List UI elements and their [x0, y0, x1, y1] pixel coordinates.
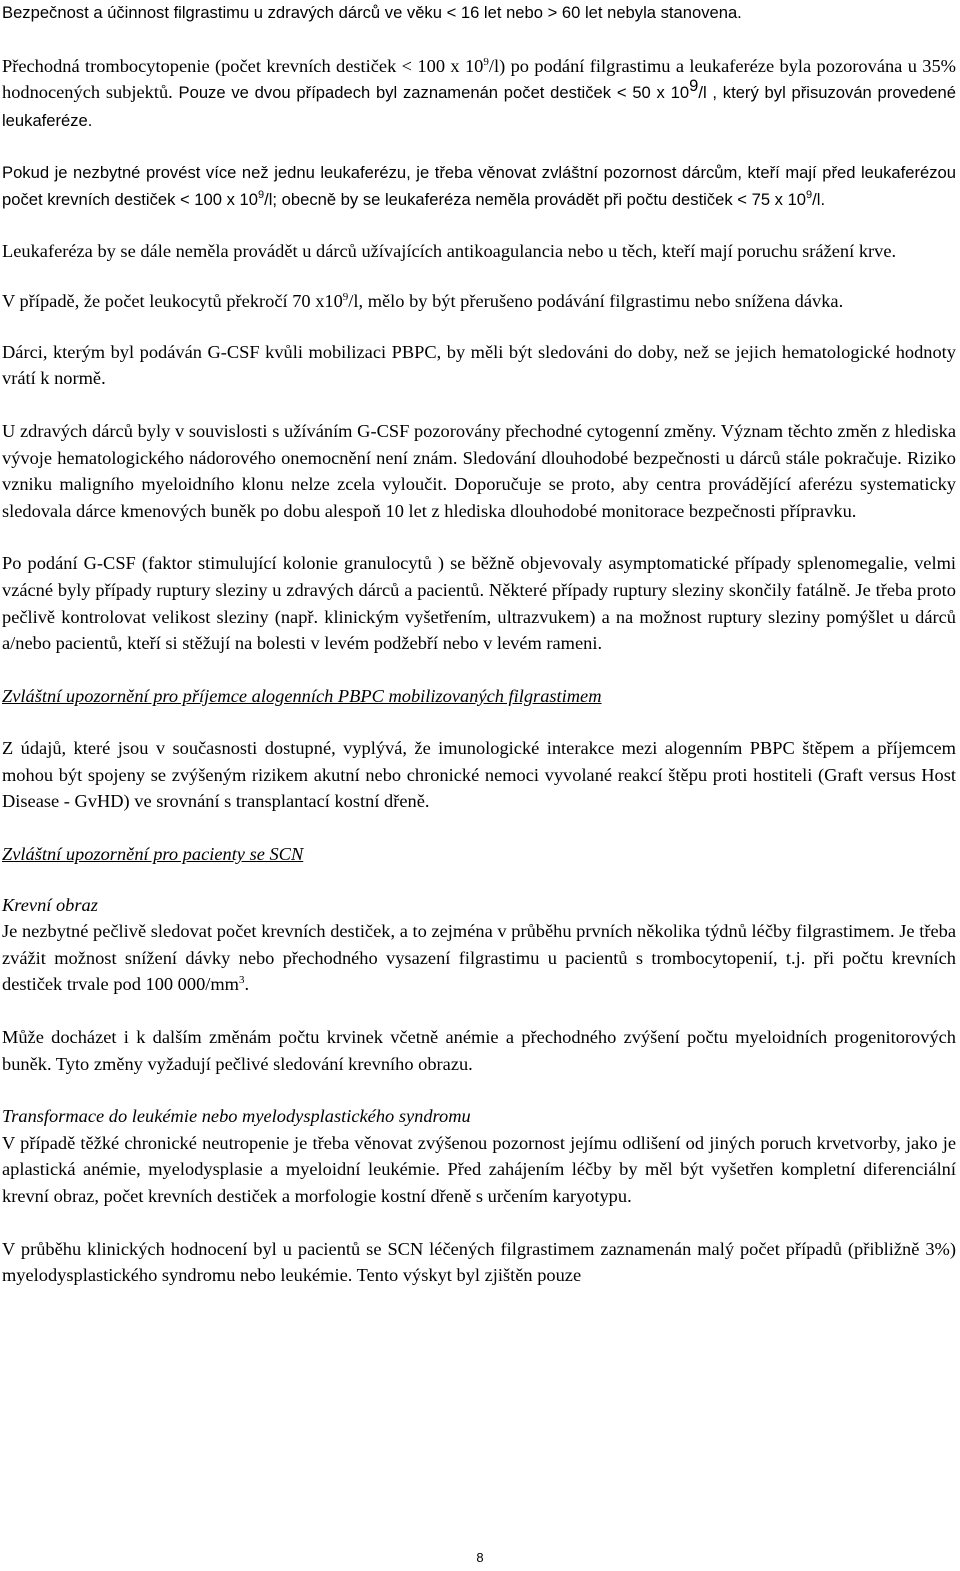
section-heading-allogeneic-pbpc: Zvláštní upozornění pro příjemce alogenních PBPC mobilizovaných filgrastimem [2, 685, 602, 706]
paragraph-mds-cases: V průběhu klinických hodnocení byl u pacientů se SCN léčených filgrastimem zaznamenán malý počet případů (přibližně 3%) myelodysplastického syndromu nebo leukémie. Tento výskyt byl zjištěn pouze [2, 1238, 956, 1286]
paragraph-platelet-monitoring: Je nezbytné pečlivě sledovat počet krevních destiček, a to zejména v průběhu prvních několika týdnů léčby filgrastimem. Je třeba zvážit možnost snížení dávky nebo přechodného vysazení filgrastimu u pacientů s trombocytopenií, t.j. při počtu krevních destiček trvale pod 100 $000/mm^3$. [2, 921, 956, 995]
section-heading-scn: Zvláštní upozornění pro pacienty se SCN [2, 844, 304, 865]
subheading-blood-count: Krevní obraz [2, 894, 98, 915]
superscript: 9 [689, 76, 699, 96]
paragraph-donor-monitoring: Dárci, kterým byl podáván G-CSF kvůli mobilizaci PBPC, by měli být sledováni do doby, než se jejich hematologické hodnoty vrátí k normě. [2, 341, 956, 389]
subheading-leukemia-transformation: Transformace do leukémie nebo myelodysplastického syndromu [2, 1106, 471, 1127]
superscript: 9 [257, 188, 265, 201]
paragraph-safety-age: Bezpečnost a účinnost filgrastimu u zdravých dárců ve věku < 16 let nebo > 60 let nebyla stanovena. [2, 3, 742, 22]
paragraph-differential-diagnosis: V případě těžké chronické neutropenie je třeba věnovat zvýšenou pozornost jejímu odlišení od jiných poruch krvetvorby, jako je aplastická anémie, myelodysplasie a myeloidní leukémie. Před zahájením léčby by měl být vyšetřen kompletní diferenciální krevní obraz, počet krevních destiček a morfologie kostní dřeně s určením karyotypu. [2, 1132, 956, 1206]
paragraph-cytogenetic-changes: U zdravých dárců byly v souvislosti s užíváním G-CSF pozorovány přechodné cytogenní změny. Význam těchto změn z hlediska vývoje hematologického nádorového onemocnění není znám. Sledování dlouhodobé bezpečnosti u dárců stále pokračuje. Riziko vzniku maligního myeloidního klonu nelze zcela vyloučit. Doporučuje se proto, aby centra provádějící aferézu systematicky sledovala dárce kmenových buněk po dobu alespoň 10 let z hlediska dlouhodobé monitorace bezpečnosti přípravku. [2, 420, 956, 521]
paragraph-splenomegaly: Po podání G-CSF (faktor stimulující kolonie granulocytů ) se běžně objevovaly asymptomatické případy splenomegalie, velmi vzácné byly případy ruptury sleziny u zdravých dárců a pacientů. Některé případy ruptury sleziny skončily fatálně. Je třeba proto pečlivě kontrolovat velikost sleziny (např. klinickým vyšetřením, ultrazvukem) a na možnost ruptury sleziny pomýšlet u dárců a/nebo pacientů, kteří si stěžují na bolesti v levém podžebří nebo v levém rameni. [2, 553, 956, 654]
document-page [2, 0, 956, 1289]
paragraph-multiple-leukapheresis: Pokud je nezbytné provést více než jednu leukaferézu, je třeba věnovat zvláštní pozornost dárcům, kteří mají před leukaferézou počet krevních destiček < 100 x $10^9/l$; obecně by se leukaferéza neměla provádět při počtu destiček < 75 x $10^9/l$. [2, 163, 956, 209]
superscript: 9 [483, 55, 489, 68]
page-number: 8 [476, 1550, 484, 1565]
superscript: 9 [806, 188, 813, 201]
paragraph-leukocytes: V případě, že počet leukocytů překročí 70 $x10^9/l$, mělo by být přerušeno podávání filgrastimu nebo snížena dávka. [2, 291, 844, 312]
superscript: 3 [239, 974, 245, 987]
paragraph-thrombocytopenia: Přechodná trombocytopenie (počet krevních destiček < 100 x $10^9/l$) po podání filgrastimu a leukaferéze byla pozorována u 35% hodnocených subjektů. Pouze ve dvou případech byl zaznamenán počet destiček < 50 x $10^9/l$ , který byl přisuzován provedené leukaferéze. [2, 55, 956, 130]
superscript: 9 [342, 291, 349, 304]
paragraph-blood-count-changes: Může docházet i k dalším změnám počtu krvinek včetně anémie a přechodného zvýšení počtu myeloidních progenitorových buněk. Tyto změny vyžadují pečlivé sledování krevního obrazu. [2, 1027, 956, 1074]
paragraph-gvhd: Z údajů, které jsou v současnosti dostupné, vyplývá, že imunologické interakce mezi alogenním PBPC štěpem a příjemcem mohou být spojeny se zvýšeným rizikem akutní nebo chronické nemoci vyvolané reakcí štěpu proti hostiteli (Graft versus Host Disease - GvHD) ve srovnání s transplantací kostní dřeně. [2, 738, 956, 812]
paragraph-anticoagulants: Leukaferéza by se dále neměla provádět u dárců užívajících antikoagulancia nebo u těch, kteří mají poruchu srážení krve. [2, 240, 897, 261]
